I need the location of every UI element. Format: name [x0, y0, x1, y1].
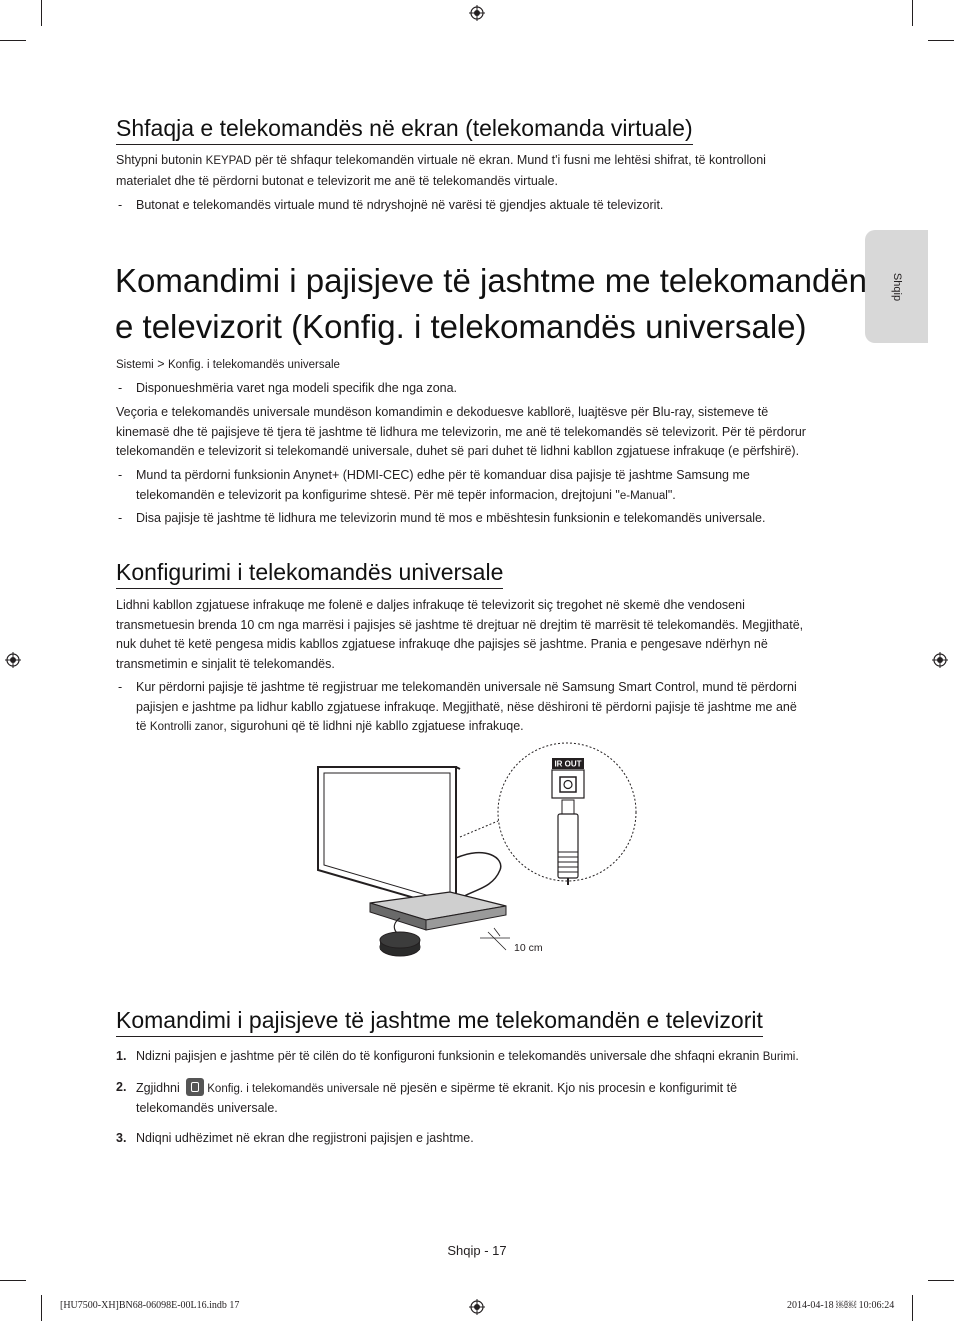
- virtual-remote-paragraph: [116, 151, 836, 191]
- crop-mark: [41, 1295, 42, 1321]
- text: , sigurohuni që të lidhni një kabllo zgjatuese infrakuqe.: [223, 719, 524, 733]
- text: transmetimin e sinjalit të telekomandës.: [116, 656, 335, 671]
- registration-mark-icon: [932, 652, 948, 668]
- distance-label: 10 cm: [514, 942, 543, 954]
- keypad-key-label: KEYPAD: [205, 155, 252, 167]
- registration-mark-icon: [469, 5, 485, 21]
- text: Shtypni butonin: [116, 153, 206, 167]
- footer-timestamp: 2014-04-18 ￼￼ 10:06:24: [787, 1300, 895, 1311]
- crop-mark: [0, 40, 26, 41]
- section-title-steps: Komandimi i pajisjeve të jashtme me telekomandën e televizorit: [116, 1007, 763, 1037]
- ir-extender-diagram: [310, 740, 650, 975]
- breadcrumb: [116, 355, 340, 376]
- text: materialet dhe të përdorni butonat e televizorit me anë të telekomandës virtuale.: [116, 173, 558, 188]
- ir-cable: [456, 853, 501, 900]
- text: Zgjidhni: [136, 1080, 184, 1095]
- text: Mund ta përdorni funksionin Anynet+ (HDMI-CEC) edhe për të komanduar disa pajisje të jashtme Samsung me: [136, 468, 750, 482]
- crop-mark: [928, 1280, 954, 1281]
- registration-mark-icon: [469, 1299, 485, 1315]
- language-side-tab: [865, 230, 928, 343]
- smart-control-note: [116, 678, 797, 738]
- footer-file-info: [HU7500-XH]BN68-06098E-00L16.indb 17: [60, 1300, 240, 1311]
- text: në pjesën e sipërme të ekranit. Kjo nis procesin e konfigurimit të: [379, 1080, 738, 1095]
- breadcrumb-separator: >: [157, 357, 165, 371]
- text: .: [795, 1049, 799, 1063]
- step-number: 3.: [116, 1130, 127, 1145]
- crop-mark: [928, 40, 954, 41]
- e-manual-link[interactable]: e-Manual: [619, 489, 668, 502]
- breadcrumb-item: Sistemi: [116, 359, 154, 371]
- text: telekomandën e televizorit si telekomandë universale, duhet së pari duhet të lidhni kabllon zgjatuese infrakuqe (e përfshirë).: [116, 444, 800, 458]
- availability-note: - Disponueshmëria varet nga modeli specifik dhe nga zona.: [116, 379, 457, 399]
- universal-remote-icon: [186, 1078, 204, 1096]
- main-title: [115, 258, 867, 350]
- side-tab-label: Shqip: [890, 272, 903, 301]
- text: Ndiqni udhëzimet në ekran dhe regjistroni pajisjen e jashtme.: [136, 1130, 474, 1145]
- step-number: 1.: [116, 1049, 127, 1063]
- list-item: [116, 1129, 836, 1149]
- virtual-remote-note: - Butonat e telekomandës virtuale mund të ndryshojnë në varësi të gjendjes aktuale të televizorit.: [116, 196, 663, 216]
- universal-remote-paragraph: [116, 403, 836, 462]
- crop-mark: [912, 1295, 913, 1321]
- text: të: [136, 719, 150, 733]
- text: pajisjen e jashtme pa lidhur kabllo zgjatuese infrakuqe. Megjithatë, nëse dëshironi të përdorni pajisje të jashtme me anë: [136, 699, 797, 714]
- section-title-config: Konfigurimi i telekomandës universale: [116, 559, 503, 589]
- breadcrumb-item: Konfig. i telekomandës universale: [167, 359, 340, 371]
- text: telekomandën e televizorit pa konfigurime shtesë. Për më tepër informacion, drejtojuni ": [136, 487, 620, 502]
- text: telekomandës universale.: [136, 1101, 278, 1115]
- text: Ndizni pajisjen e jashtme për të cilën do të konfiguroni funksionin e telekomandës universale dhe shfaqni ekranin: [136, 1049, 763, 1063]
- registration-mark-icon: [5, 652, 21, 668]
- crop-mark: [0, 1280, 26, 1281]
- tv-screen: [318, 767, 456, 910]
- page-number: Shqip - 17: [447, 1243, 507, 1258]
- text: kinemasë dhe të pajisjeve të tjera të jashtme të lidhura me televizorin, me anë të telekomandës së televizorit. Për të përdorur: [116, 424, 806, 439]
- audio-plug: [562, 800, 574, 814]
- crop-mark: [912, 0, 913, 26]
- support-note: - Disa pajisje të jashtme të lidhura me televizorin mund të mos e mbështesin funksionin e telekomandës universale.: [116, 509, 766, 529]
- step-list: [116, 1047, 836, 1148]
- config-paragraph: [116, 596, 836, 674]
- crop-mark: [41, 0, 42, 26]
- text: për të shfaqur telekomandën virtuale në ekran. Mund t'i fusni me lehtësi shifrat, të kontrolloni: [251, 153, 766, 167]
- text: nuk duhet të ketë pengesa midis kabllos zgjatuese infrakuqe dhe pajisjes së jashtme. Prania e pengesave ndërhyn në: [116, 637, 768, 651]
- main-title-line: Komandimi i pajisjeve të jashtme me telekomandën: [115, 262, 868, 299]
- universal-remote-label: Konfig. i telekomandës universale: [207, 1082, 380, 1095]
- text: Kur përdorni pajisje të jashtme të regjistruar me telekomandën universale në Samsung Smart Control, mund të përdorni: [136, 680, 797, 694]
- list-item: [116, 1047, 836, 1068]
- anynet-note: [116, 466, 750, 506]
- text: transmetuesin brenda 10 cm nga marrësi i pajisjes së jashtme të drejtuar në drejtim të marrësit të telekomandës. Megjithatë,: [116, 617, 804, 632]
- source-label: Burimi: [762, 1051, 796, 1063]
- main-title-line: e televizorit (Konfig. i telekomandës universale): [115, 308, 807, 345]
- step-number: 2.: [116, 1079, 127, 1094]
- text: Lidhni kabllon zgjatuese infrakuqe me folenë e daljes infrakuqe të televizorit siç tregohet në skemë dhe vendoseni: [116, 598, 745, 612]
- text: ".: [667, 487, 676, 502]
- section-title-virtual-remote: Shfaqja e telekomandës në ekran (telekomanda virtuale): [116, 115, 693, 145]
- voice-control-label: Kontrolli zanor: [149, 721, 224, 733]
- ir-out-port-label: IR OUT: [554, 759, 582, 769]
- list-item: [116, 1078, 836, 1119]
- text: Veçoria e telekomandës universale mundëson komandimin e dekoduesve kabllorë, luajtësve për Blu-ray, sistemeve të: [116, 405, 769, 419]
